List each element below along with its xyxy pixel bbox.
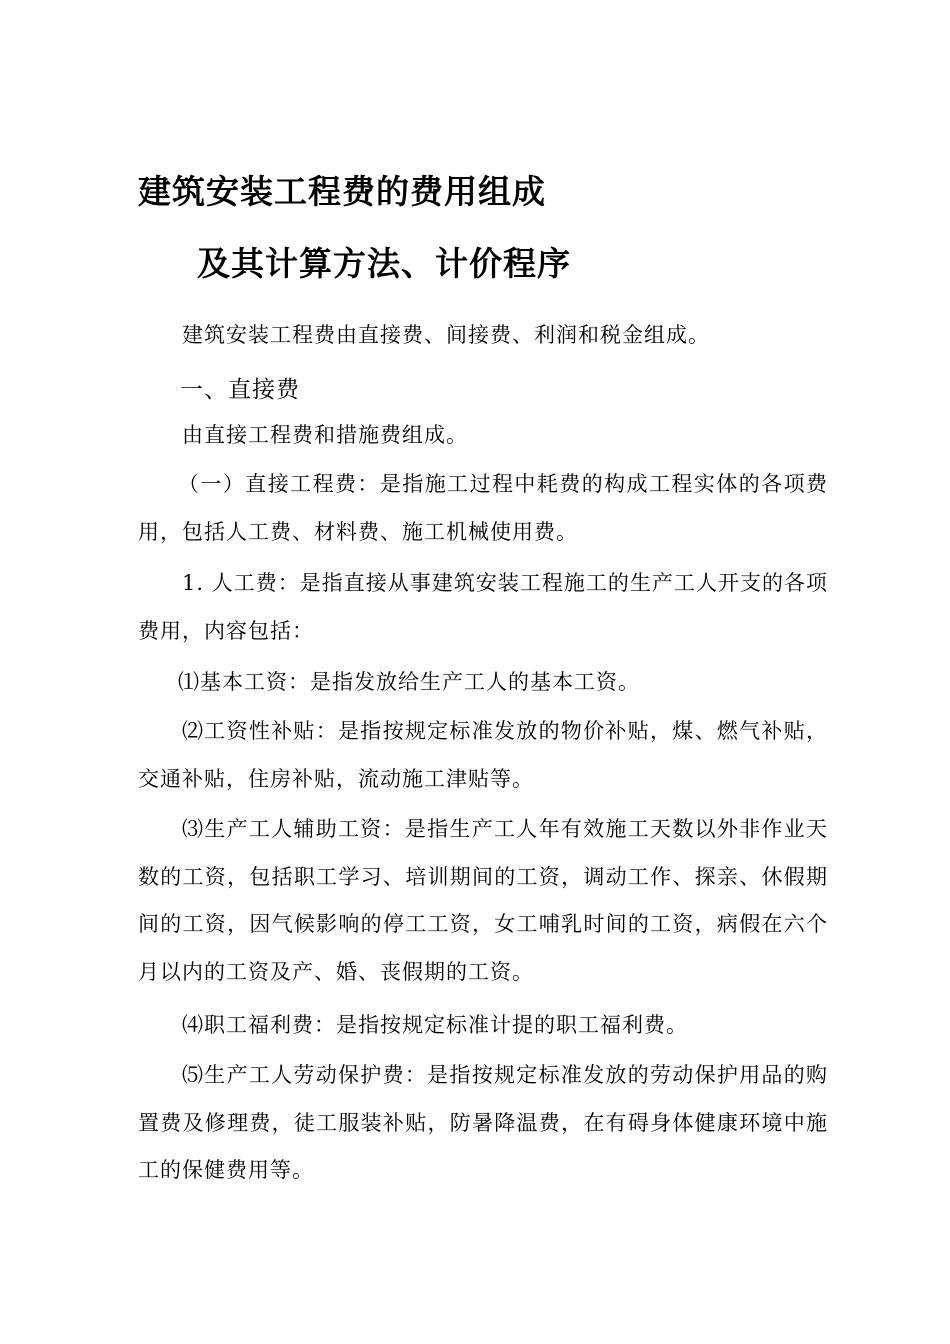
sub-item-wage-subsidy: ⑵工资性补贴：是指按规定标准发放的物价补贴，煤、燃气补贴，交通补贴，住房补贴，流动施工津贴等。 xyxy=(138,719,828,791)
subsection-direct-engineering-cost: （一）直接工程费：是指施工过程中耗费的构成工程实体的各项费用，包括人工费、材料费、施工机械使用费。 xyxy=(138,472,828,544)
intro-paragraph: 建筑安装工程费由直接费、间接费、利润和税金组成。 xyxy=(182,323,710,347)
document-title-line-1: 建筑安装工程费的费用组成 xyxy=(138,172,546,211)
sub-item-welfare-cost: ⑷职工福利费：是指按规定标准计提的职工福利费。 xyxy=(182,1013,688,1037)
sub-item-basic-wage: ⑴基本工资：是指发放给生产工人的基本工资。 xyxy=(178,670,640,694)
document-title-line-2: 及其计算方法、计价程序 xyxy=(197,244,571,283)
section-intro-paragraph: 由直接工程费和措施费组成。 xyxy=(182,423,468,447)
section-heading-direct-cost: 一、直接费 xyxy=(180,377,300,403)
item-labor-cost: 1. 人工费：是指直接从事建筑安装工程施工的生产工人开支的各项费用，内容包括： xyxy=(138,571,828,643)
sub-item-auxiliary-wage: ⑶生产工人辅助工资：是指生产工人年有效施工天数以外非作业天数的工资，包括职工学习、培训期间的工资，调动工作、探亲、休假期间的工资，因气候影响的停工工资，女工哺乳时间的工资，病假在六个月以内的工资及产、婚、丧假期的工资。 xyxy=(138,817,828,984)
sub-item-labor-protection-cost: ⑸生产工人劳动保护费：是指按规定标准发放的劳动保护用品的购置费及修理费，徒工服装补贴，防暑降温费，在有碍身体健康环境中施工的保健费用等。 xyxy=(138,1063,828,1182)
